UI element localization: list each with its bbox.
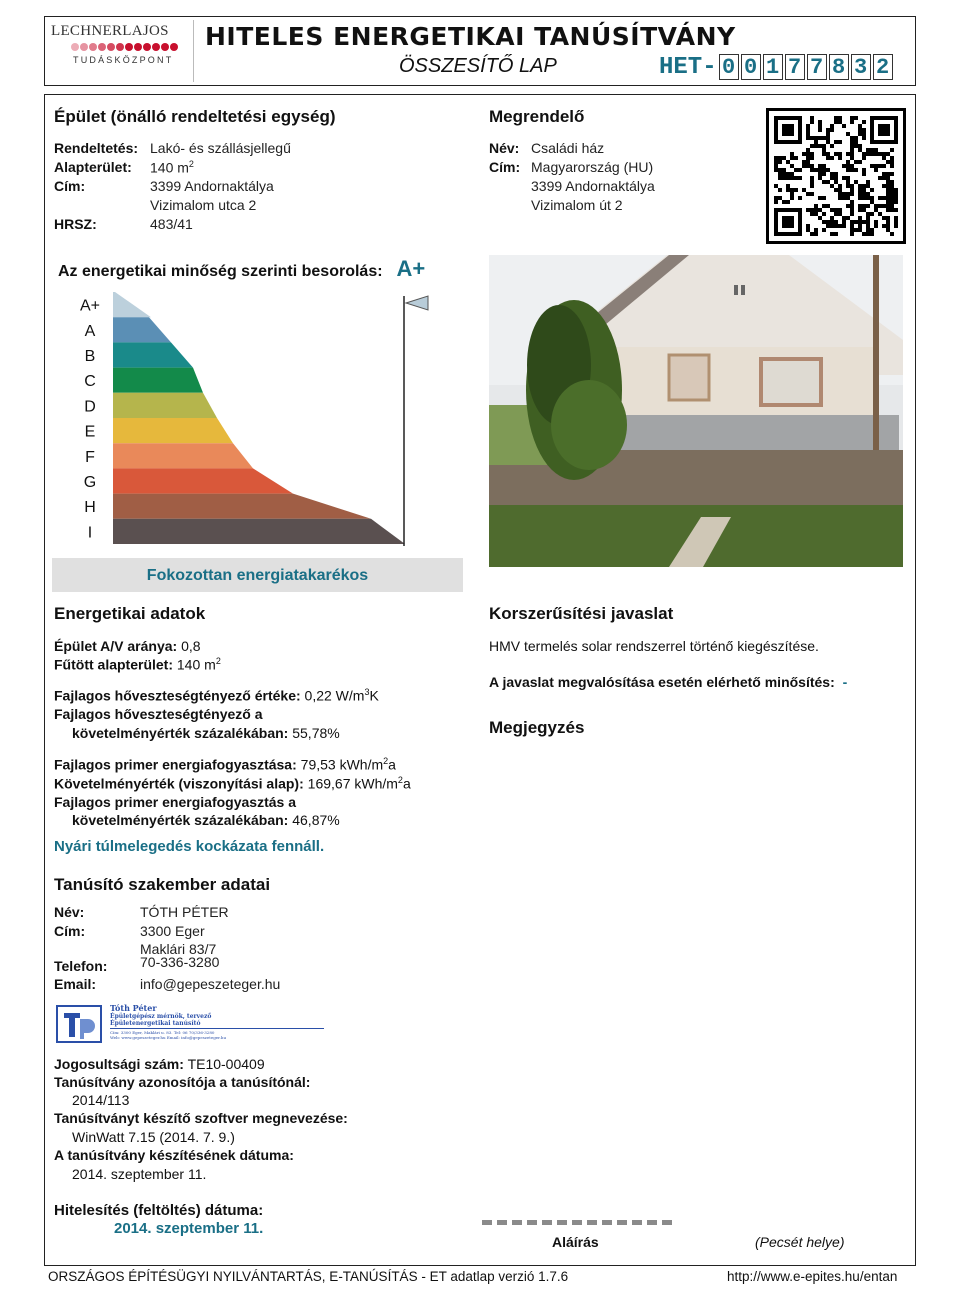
logo-subtitle: TUDÁSKÖZPONT [73,55,174,65]
software-value: WinWatt 7.15 (2014. 7. 9.) [72,1129,235,1145]
rating-heading: Az energetikai minőség szerinti besorolás: [58,263,383,280]
logo-dots [71,41,191,53]
stamp-line5: Web: www.gepeszeteger.hu Email: info@gepeszeteger.hu [110,1035,227,1040]
area-label: Alapterület: [54,159,132,175]
logo-divider [193,20,194,82]
qr-code [766,108,906,244]
stamp-line2: Épületgépész mérnök, tervező [110,1013,212,1020]
rating-class-label: G [83,474,97,491]
expert-stamp [56,1003,276,1045]
rating-band-g [113,468,293,493]
building-heading: Épület (önálló rendeltetési egység) [54,107,336,126]
rating-band-i [113,519,405,544]
achievable-rating: A javaslat megvalósítása esetén elérhető minősítés: - [489,674,848,690]
rating-heading-row [58,256,425,282]
signature-line [482,1220,672,1225]
heat-loss-value: Fajlagos hőveszteségtényező értéke: 0,22 $W/m^3K$ [54,687,379,704]
signature-label: Aláírás [552,1234,599,1250]
rating-class-label: A+ [79,297,101,315]
use-label: Rendeltetés: [54,140,139,156]
cert-id-value: 2014/113 [72,1092,130,1108]
rating-class-label: I [87,524,93,542]
rating-band-b [113,342,193,367]
software-label: Tanúsítványt készítő szoftver megnevezése: [54,1110,348,1126]
stamp-line4: Cím: 3300 Eger, Maklári u. 83. Tel: 06 70/336-3280 [110,1030,215,1035]
expert-phone-label: Telefon: [54,958,108,974]
stamp-place-label: (Pecsét helye) [755,1234,845,1250]
logo [51,23,191,81]
client-name-value: Családi ház [531,140,605,156]
het-number [659,54,893,82]
rating-flag-icon [406,296,428,310]
client-address-line2: 3399 Andornaktálya [531,178,655,194]
het-digit: 1 [763,54,783,80]
expert-phone-value: 70-336-3280 [140,954,220,970]
rating-class-label: A [84,322,96,340]
expert-address-label: Cím: [54,923,86,939]
rating-band-e [113,418,233,443]
logo-name: LECHNERLAJOS [51,23,169,39]
rating-band-h [113,494,371,519]
rating-band-d [113,393,217,418]
primary-pct: követelményérték százalékában: 46,87% [72,812,340,828]
client-name-label: Név: [489,140,520,156]
cert-id-label: Tanúsítvány azonosítója a tanúsítónál: [54,1074,311,1090]
hrsz-label: HRSZ: [54,216,97,232]
rating-class-label: C [84,373,96,391]
expert-heading: Tanúsító szakember adatai [54,875,271,894]
het-prefix: HET- [659,54,717,81]
client-address-line3: Vizimalom út 2 [531,197,623,213]
rating-class-label: H [84,499,96,517]
client-address-label: Cím: [489,159,521,175]
expert-name-label: Név: [54,904,85,920]
building-photo [489,255,903,567]
expert-address-line1: 3300 Eger [140,923,205,939]
auth-date-label: Hitelesítés (feltöltés) dátuma: [54,1202,264,1219]
area-value: 140 $m^2$ [150,159,194,176]
stamp-line1: Tóth Péter [110,1003,157,1013]
energy-rating-scale [70,288,450,550]
expert-email-label: Email: [54,976,97,992]
rating-band-c [113,368,203,393]
heated-area: Fűtött alapterület: 140 $m^2$ [54,656,221,673]
certificate-header [44,16,916,86]
stamp-line3: Épületenergetikai tanúsító [110,1020,201,1027]
heat-loss-pct: követelményérték százalékában: 55,78% [72,725,340,741]
rating-class-label: E [84,423,96,441]
het-digit: 3 [851,54,871,80]
use-value: Lakó- és szállásjellegű [150,140,291,156]
rating-banner-text: Fokozottan energiatakarékos [146,567,369,584]
qr-pattern [774,116,898,236]
het-digit: 7 [785,54,805,80]
modernization-heading: Korszerűsítési javaslat [489,604,674,623]
requirement-value: Követelményérték (viszonyítási alap): 169,67 kWh/$m^2a$ [54,775,411,792]
het-digit: 0 [719,54,739,80]
client-address-line1: Magyarország (HU) [531,159,654,175]
client-heading: Megrendelő [489,107,585,126]
auth-date-value: 2014. szeptember 11. [114,1220,264,1237]
address-line1: 3399 Andornaktálya [150,178,274,194]
het-digit: 2 [873,54,893,80]
note-heading: Megjegyzés [489,718,585,737]
expert-address-line2: Maklári 83/7 [140,941,217,957]
rating-class-label: D [84,398,96,416]
stamp-text [110,1003,324,1040]
address-label: Cím: [54,178,86,194]
het-digit: 0 [741,54,761,80]
cert-date-value: 2014. szeptember 11. [72,1166,207,1182]
document-subtitle: ÖSSZESÍTŐ LAP [399,55,557,77]
rating-band-a [113,317,171,342]
hrsz-value: 483/41 [150,216,193,232]
energy-heading: Energetikai adatok [54,604,206,623]
address-line2: Vizimalom utca 2 [150,197,257,213]
heat-loss-pct-label1: Fajlagos hőveszteségtényező a [54,706,263,722]
rating-value: A+ [396,256,426,281]
footer-registry: ORSZÁGOS ÉPÍTÉSÜGYI NYILVÁNTARTÁS, E-TANÚSÍTÁS - ET adatlap verzió 1.7.6 [48,1269,569,1284]
av-ratio: Épület A/V aránya: 0,8 [54,638,201,654]
rating-band-a-plus [113,292,151,317]
primary-pct-label1: Fajlagos primer energiafogyasztás a [54,794,296,810]
modernization-text: HMV termelés solar rendszerrel történő kiegészítése. [489,638,819,654]
cert-date-label: A tanúsítvány készítésének dátuma: [54,1147,294,1163]
primary-energy: Fajlagos primer energiafogyasztása: 79,53 kWh/$m^2a$ [54,756,396,773]
het-digit: 8 [829,54,849,80]
expert-name-value: TÓTH PÉTER [140,904,229,920]
expert-logo-icon [56,1005,102,1043]
rating-class-label: B [84,348,96,365]
expert-email-value: info@gepeszeteger.hu [140,976,281,992]
het-digits [717,55,893,80]
license-number: Jogosultsági szám: TE10-00409 [54,1056,265,1072]
document-title: HITELES ENERGETIKAI TANÚSÍTVÁNY [205,22,736,51]
rating-banner [52,558,463,592]
het-digit: 7 [807,54,827,80]
rating-band-f [113,443,253,468]
overheating-warning: Nyári túlmelegedés kockázata fennáll. [54,838,325,855]
rating-class-label: F [85,448,95,466]
footer-link[interactable]: http://www.e-epites.hu/entan [727,1269,898,1284]
